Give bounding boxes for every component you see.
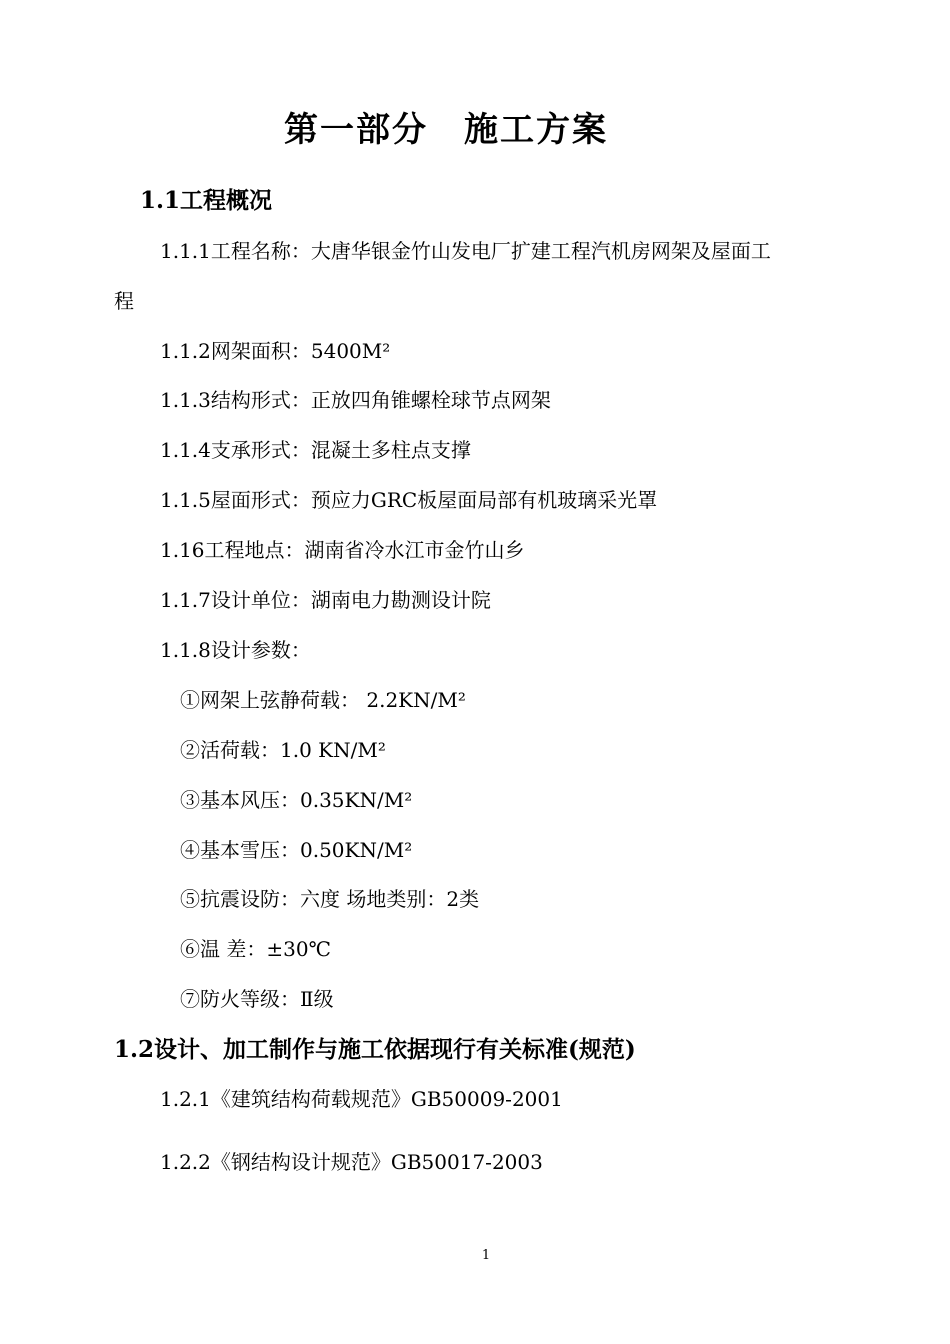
item-1-1-4: 1.1.4支承形式：混凝土多柱点支撑 (160, 438, 471, 462)
param-item: ⑦防火等级：Ⅱ级 (180, 987, 334, 1011)
param-item: ⑥温 差：±30℃ (180, 937, 331, 961)
item-1-1-7: 1.1.7设计单位：湖南电力勘测设计院 (160, 588, 491, 612)
param-item: ①网架上弦静荷载： 2.2KN/M² (180, 688, 466, 712)
item-1-1-1-line-2: 程 (114, 289, 134, 313)
param-item: ⑤抗震设防：六度 场地类别：2类 (180, 887, 480, 911)
item-1-1-8: 1.1.8设计参数： (160, 638, 311, 662)
param-item: ②活荷载：1.0 KN/M² (180, 738, 386, 762)
param-item: ③基本风压：0.35KN/M² (180, 788, 413, 812)
item-1-1-2: 1.1.2网架面积：5400M² (160, 339, 391, 363)
section-heading-1-2: 1.2设计、加工制作与施工依据现行有关标准(规范) (114, 1036, 636, 1063)
param-item: ④基本雪压：0.50KN/M² (180, 838, 413, 862)
page-number: 1 (481, 1248, 491, 1263)
item-1-2-2: 1.2.2《钢结构设计规范》GB50017-2003 (160, 1150, 543, 1174)
item-1-1-5: 1.1.5屋面形式：预应力GRC板屋面局部有机玻璃采光罩 (160, 488, 658, 512)
document-title: 第一部分 施工方案 (284, 110, 608, 150)
item-1-1-3: 1.1.3结构形式：正放四角锥螺栓球节点网架 (160, 388, 551, 412)
item-1-1-6: 1.16工程地点：湖南省冷水江市金竹山乡 (160, 538, 525, 562)
item-1-2-1: 1.2.1《建筑结构荷载规范》GB50009-2001 (160, 1087, 563, 1111)
item-1-1-1-line-1: 1.1.1工程名称：大唐华银金竹山发电厂扩建工程汽机房网架及屋面工 (160, 239, 771, 263)
section-heading-1-1: 1.1工程概况 (140, 187, 273, 214)
